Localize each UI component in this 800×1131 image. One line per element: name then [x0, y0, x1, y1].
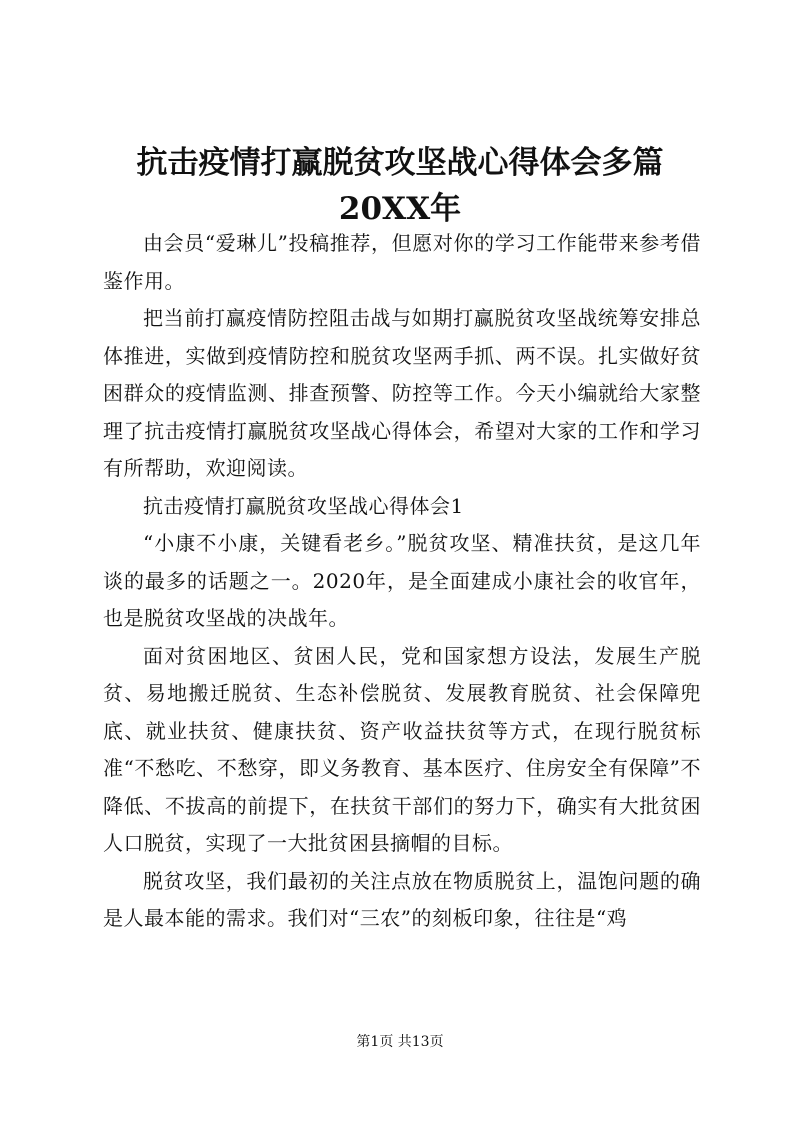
paragraph-material: 脱贫攻坚，我们最初的关注点放在物质脱贫上，温饱问题的确是人最本能的需求。我们对“三农”的刻板印象，往往是“鸡: [103, 868, 701, 930]
paragraph-summary: 把当前打赢疫情防控阻击战与如期打赢脱贫攻坚战统筹安排总体推进，实做到疫情防控和脱贫攻坚两手抓、两不误。扎实做好贫困群众的疫情监测、排查预警、防控等工作。今天小编就给大家整理了抗击疫情打赢脱贫攻坚战心得体会，希望对大家的工作和学习有所帮助，欢迎阅读。: [103, 306, 701, 480]
document-title: 抗击疫情打赢脱贫攻坚战心得体会多篇20XX年: [136, 145, 664, 227]
document-body: [103, 225, 701, 938]
paragraph-xiaokang: “小康不小康，关键看老乡。”脱贫攻坚、精准扶贫，是这几年谈的最多的话题之一。2020年，是全面建成小康社会的收官年，也是脱贫攻坚战的决战年。: [103, 531, 701, 630]
section-heading: 抗击疫情打赢脱贫攻坚战心得体会1: [143, 493, 464, 518]
page-number-footer: 第1页 共13页: [356, 1034, 444, 1050]
paragraph-intro: 由会员“爱琳儿”投稿推荐，但愿对你的学习工作能带来参考借鉴作用。: [103, 231, 701, 293]
paragraph-measures: 面对贫困地区、贫困人民，党和国家想方设法，发展生产脱贫、易地搬迁脱贫、生态补偿脱贫、发展教育脱贫、社会保障兜底、就业扶贫、健康扶贫、资产收益扶贫等方式，在现行脱贫标准“不愁吃、不愁穿，即义务教育、基本医疗、住房安全有保障”不降低、不拔高的前提下，在扶贫干部们的努力下，确实有大批贫困人口脱贫，实现了一大批贫困县摘帽的目标。: [103, 643, 701, 855]
